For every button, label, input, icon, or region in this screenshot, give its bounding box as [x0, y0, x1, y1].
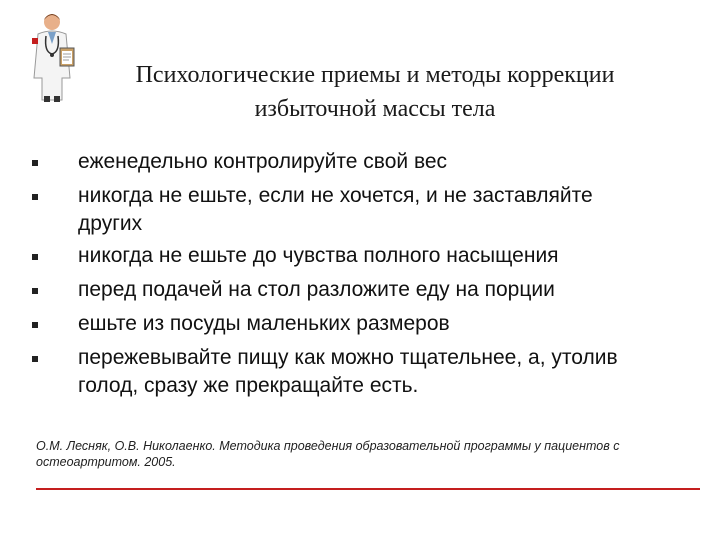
- list-item: [30, 310, 700, 338]
- square-bullet-icon: [32, 356, 38, 362]
- square-bullet-icon: [32, 194, 38, 200]
- list-item: [30, 242, 700, 270]
- title-line-2: избыточной массы тела: [254, 96, 496, 122]
- list-item: [30, 148, 700, 176]
- list-item: [30, 182, 700, 238]
- square-bullet-icon: [32, 254, 38, 260]
- list-item: [30, 276, 700, 304]
- bullet-text: еженедельно контролируйте свой вес: [78, 150, 448, 173]
- square-bullet-icon: [32, 288, 38, 294]
- divider: [36, 488, 700, 490]
- title-line-1: Психологические приемы и методы коррекции: [135, 62, 615, 88]
- bullet-list: [30, 148, 700, 406]
- slide-title: [70, 58, 680, 126]
- bullet-text: перед подачей на стол разложите еду на порции: [78, 278, 555, 301]
- bullet-text: пережевывайте пищу как можно тщательнее, а, утолив голод, сразу же прекращайте есть.: [78, 346, 618, 397]
- square-bullet-icon: [32, 322, 38, 328]
- square-bullet-icon: [32, 160, 38, 166]
- citation: О.М. Лесняк, О.В. Николаенко. Методика проведения образовательной программы у пациентов с остеоартритом. 2005.: [36, 439, 620, 469]
- bullet-text: никогда не ешьте до чувства полного насыщения: [78, 244, 559, 267]
- list-item: [30, 344, 700, 400]
- bullet-text: никогда не ешьте, если не хочется, и не заставляйте других: [78, 184, 593, 235]
- bullet-text: ешьте из посуды маленьких размеров: [78, 312, 450, 335]
